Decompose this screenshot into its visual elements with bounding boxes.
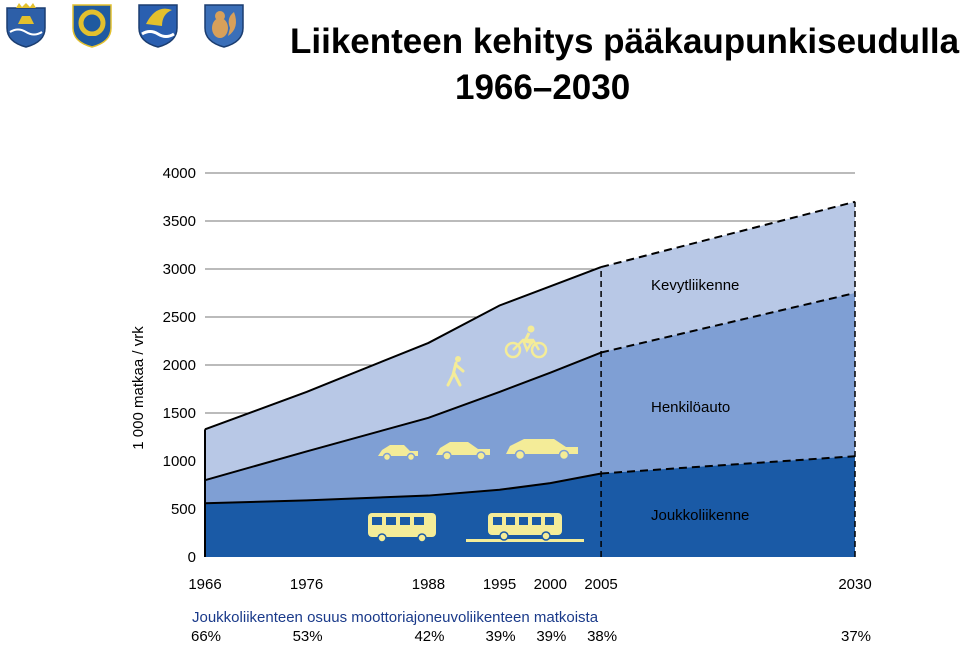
x-tick-label: 2030	[838, 576, 872, 593]
y-tick-label: 1000	[162, 453, 196, 470]
share-value: 39%	[536, 628, 567, 645]
y-tick-label: 500	[170, 501, 196, 518]
share-title: Joukkoliikenteen osuus moottoriajoneuvoliikenteen matkoista	[192, 609, 599, 626]
y-tick-label: 4000	[162, 165, 196, 182]
x-axis-ticks	[188, 576, 871, 593]
share-value: 39%	[485, 628, 516, 645]
share-value: 38%	[587, 628, 618, 645]
x-tick-label: 1966	[188, 576, 222, 593]
y-tick-label: 3500	[162, 213, 196, 230]
series-label: Henkilöauto	[651, 399, 731, 416]
series-label: Joukkoliikenne	[651, 507, 750, 524]
x-tick-label: 2005	[584, 576, 618, 593]
y-tick-label: 2000	[162, 357, 196, 374]
y-tick-label: 2500	[162, 309, 196, 326]
x-tick-label: 1995	[482, 576, 517, 593]
x-tick-label: 1976	[289, 576, 324, 593]
page-subtitle: 1966–2030	[455, 68, 631, 107]
y-axis-ticks	[163, 165, 196, 566]
x-tick-label: 1988	[411, 576, 446, 593]
y-tick-label: 3000	[162, 261, 196, 278]
y-tick-label: 0	[187, 549, 196, 566]
page-title: Liikenteen kehitys pääkaupunkiseudulla	[290, 22, 960, 61]
share-value: 42%	[414, 628, 445, 645]
series-label: Kevytliikenne	[651, 277, 740, 294]
share-value: 66%	[191, 628, 222, 645]
x-tick-label: 2000	[533, 576, 567, 593]
share-value: 53%	[292, 628, 323, 645]
y-axis-label: 1 000 matkaa / vrk	[130, 326, 147, 450]
share-value: 37%	[841, 628, 872, 645]
y-tick-label: 1500	[162, 405, 196, 422]
